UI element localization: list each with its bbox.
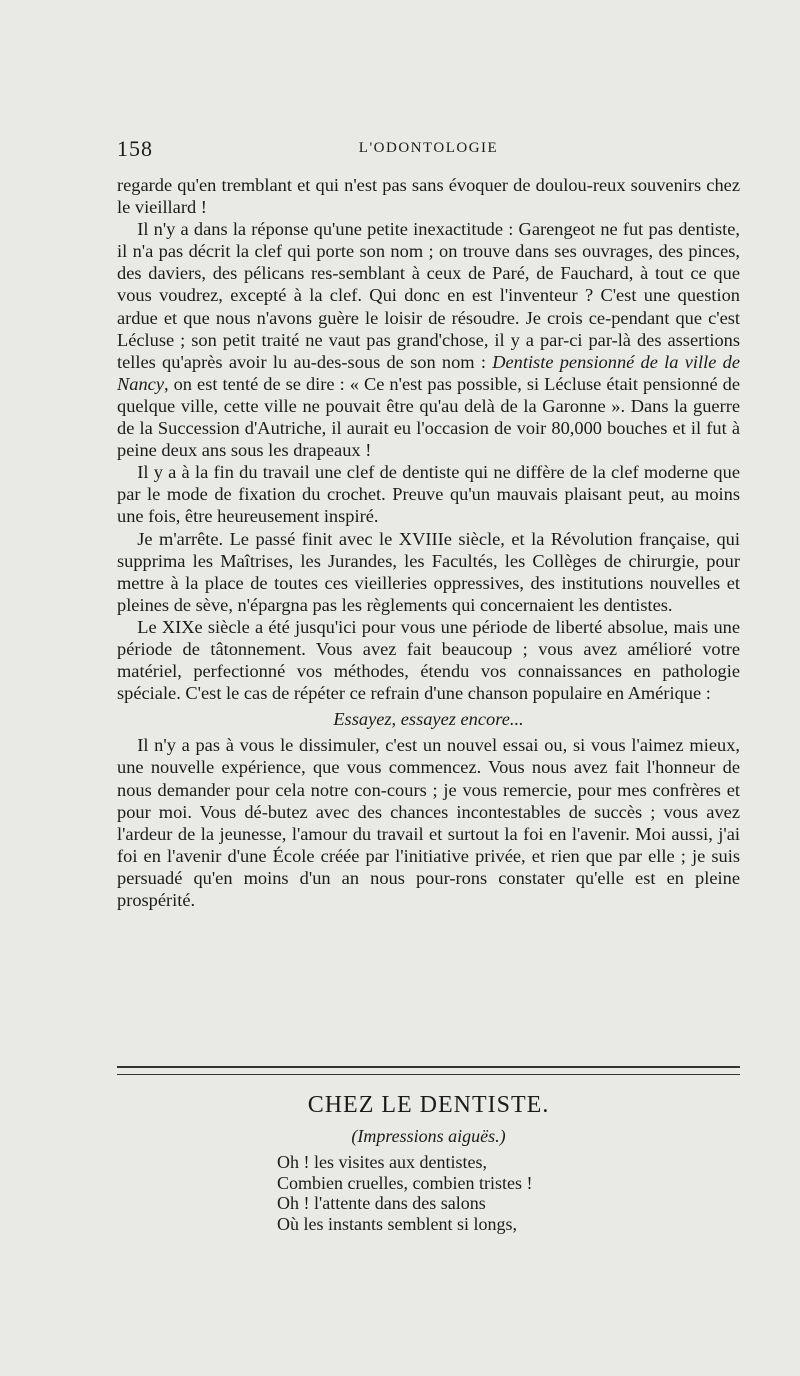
paragraph-2-italic-title: Dentiste pensionné de la ville de Nancy (117, 351, 740, 394)
refrain-quote: Essayez, essayez encore... (333, 709, 524, 730)
running-title: L'ODONTOLOGIE (358, 140, 499, 156)
poem-line: Oh ! les visites aux dentistes, (277, 1152, 487, 1172)
paragraph-2-part-1: Il n'y a dans la réponse qu'une petite inexactitude : Garengeot ne fut pas dentiste, il n'a pas décrit la clef qui porte son nom ; on trouve dans ses ouvrages, des pinces, des daviers, des pélicans res-semblant à ceux de Paré, de Fauchard, à tout ce que vous voudrez, excepté à la clef. Qui donc en est l'inventeur ? C'est une question ardue et que nous n'avons guère le loisir de résoudre. Je crois ce-pendant que c'est Lécluse ; son petit traité ne vaut pas grand'chose, il y a par-ci par-là des assertions telles qu'après avoir lu au-des-sous de son nom : (117, 219, 740, 372)
paragraph-2 (117, 218, 740, 461)
body-text (117, 174, 740, 911)
poem-title: CHEZ LE DENTISTE. (307, 1092, 550, 1118)
paragraph-6: Il n'y a pas à vous le dissimuler, c'est un nouvel essai ou, si vous l'aimez mieux, une nouvelle expérience, que vous commencez. Vous nous avez fait l'honneur de nous demander pour cela notre con-cours ; je vous remercie, pour mes confrères et pour moi. Vous dé-butez avec des chances incontestables de succès ; vous avez l'ardeur de la jeunesse, l'amour du travail et surtout la foi en l'avenir. Moi aussi, j'ai foi en l'avenir d'une École créée par l'initiative privée, et rien que par elle ; je suis persuadé qu'en moins d'un an nous pour-rons constater qu'elle est en pleine prospérité. (117, 735, 740, 910)
paragraph-2-part-2: , on est tenté de se dire : « Ce n'est pas possible, si Lécluse était pensionné de quelque ville, cette ville ne pouvait être qu'au delà de la Garonne ». Dans la guerre de la Succession d'Autriche, il aurait eu l'occasion de voir 80,000 bouches et il fut à peine deux ans sous les drapeaux ! (117, 373, 740, 461)
poem (277, 1152, 617, 1234)
poem-subtitle: (Impressions aiguës.) (351, 1126, 506, 1146)
paragraph-4: Je m'arrête. Le passé finit avec le XVIIIe siècle, et la Révolution française, qui supprima les Maîtrises, les Jurandes, les Facultés, les Collèges de chirurgie, pour mettre à la place de toutes ces vieilleries oppressives, des institutions nouvelles et pleines de sève, n'épargna pas les règlements qui concernaient les dentistes. (117, 528, 740, 615)
paragraph-3: Il y a à la fin du travail une clef de dentiste qui ne diffère de la clef moderne que par le mode de fixation du crochet. Preuve qu'un mauvais plaisant peut, au moins une fois, être heureusement inspiré. (117, 462, 740, 527)
section-divider (117, 1066, 740, 1075)
poem-line: Combien cruelles, combien tristes ! (277, 1172, 533, 1193)
page-number: 158 (117, 136, 153, 161)
poem-line: Oh ! l'attente dans des salons (277, 1193, 486, 1213)
paragraph-1: regarde qu'en tremblant et qui n'est pas sans évoquer de doulou-reux souvenirs chez le vieillard ! (117, 175, 740, 218)
paragraph-5: Le XIXe siècle a été jusqu'ici pour vous une période de liberté absolue, mais une période de tâtonnement. Vous avez fait beaucoup ; vous avez amélioré votre matériel, perfectionné vos méthodes, étendu vos connaissances en pathologie spéciale. C'est le cas de répéter ce refrain d'une chanson populaire en Amérique : (117, 616, 740, 704)
page-header (117, 136, 740, 164)
poem-line: Où les instants semblent si longs, (277, 1213, 517, 1234)
